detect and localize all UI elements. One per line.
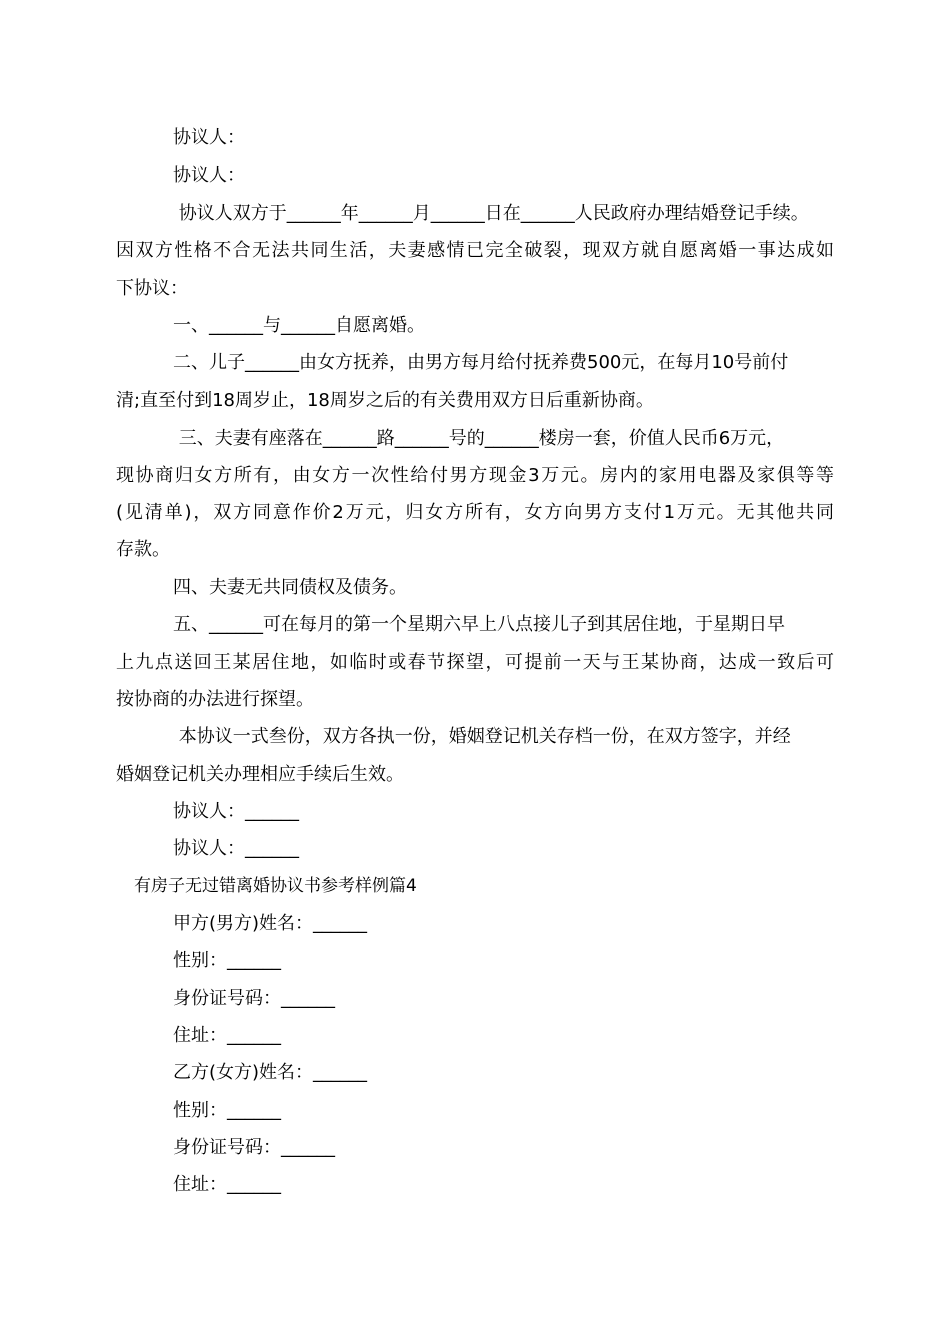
clause-4: 四、夫妻无共同债权及债务。: [173, 577, 407, 598]
clause-2-line-2: 清;直至付到18周岁止，18周岁之后的有关费用双方日后重新协商。: [116, 390, 654, 411]
closing-line-1: 本协议一式叁份，双方各执一份，婚姻登记机关存档一份，在双方签字，并经: [173, 726, 791, 747]
party-b-address: 住址：______: [173, 1174, 281, 1195]
signatory-line-1: 协议人：: [173, 127, 245, 148]
closing-line-2: 婚姻登记机关办理相应手续后生效。: [116, 764, 404, 785]
signature-line-1: 协议人：______: [173, 801, 299, 822]
clause-3-line-4: 存款。: [116, 539, 170, 560]
clause-5-line-1: 五、______可在每月的第一个星期六早上八点接儿子到其居住地，于星期日早: [173, 614, 785, 635]
party-a-name: 甲方(男方)姓名：______: [173, 913, 368, 934]
clause-3-line-2: 现协商归女方所有，由女方一次性给付男方现金3万元。房内的家用电器及家俱等等: [116, 465, 834, 486]
party-b-name: 乙方(女方)姓名：______: [173, 1062, 368, 1083]
clause-1: 一、______与______自愿离婚。: [173, 315, 425, 336]
clause-3-line-1: 三、夫妻有座落在______路______号的______楼房一套，价值人民币6万元，: [173, 428, 785, 449]
party-a-id-number: 身份证号码：______: [173, 988, 335, 1009]
clause-2-line-1: 二、儿子______由女方抚养，由男方每月给付抚养费500元，在每月10号前付: [173, 352, 789, 373]
party-b-gender: 性别：______: [173, 1100, 281, 1121]
signature-line-2: 协议人：______: [173, 838, 299, 859]
signatory-line-2: 协议人：: [173, 165, 245, 186]
party-b-id-number: 身份证号码：______: [173, 1137, 335, 1158]
party-a-gender: 性别：______: [173, 950, 281, 971]
preamble-line-3: 下协议：: [116, 278, 188, 299]
party-a-address: 住址：______: [173, 1025, 281, 1046]
clause-5-line-3: 按协商的办法进行探望。: [116, 689, 314, 710]
clause-3-line-3: (见清单)，双方同意作价2万元，归女方所有，女方向男方支付1万元。无其他共同: [116, 502, 834, 523]
clause-5-line-2: 上九点送回王某居住地，如临时或春节探望，可提前一天与王某协商，达成一致后可: [116, 652, 834, 673]
preamble-line-1: 协议人双方于______年______月______日在______人民政府办理结婚登记手续。: [173, 203, 809, 224]
preamble-line-2: 因双方性格不合无法共同生活，夫妻感情已完全破裂，现双方就自愿离婚一事达成如: [116, 240, 834, 261]
section-heading: 有房子无过错离婚协议书参考样例篇4: [134, 876, 417, 896]
